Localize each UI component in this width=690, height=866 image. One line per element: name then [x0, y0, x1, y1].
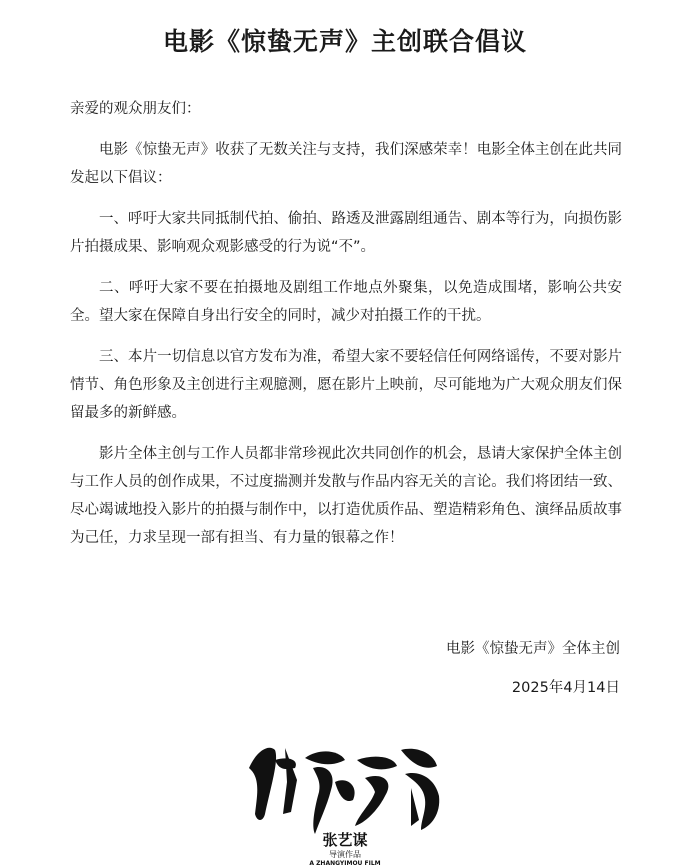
film-logo — [235, 730, 455, 866]
paragraph-intro: 电影《惊蛰无声》收获了无数关注与支持，我们深感荣幸！电影全体主创在此共同发起以下倡议： — [70, 142, 622, 186]
signature: 电影《惊蛰无声》全体主创 — [446, 641, 620, 657]
calligraphy-brush-strokes — [249, 748, 439, 834]
paragraph-item-3: 三、本片一切信息以官方发布为准，希望大家不要轻信任何网络谣传，不要对影片情节、角色形象及主创进行主观臆测，愿在影片上映前，尽可能地为广大观众朋友们保留最多的新鲜感。 — [70, 349, 622, 421]
document-title: 电影《惊蛰无声》主创联合倡议 — [162, 27, 527, 56]
paragraph-item-1: 一、呼吁大家共同抵制代拍、偷拍、路透及泄露剧组通告、剧本等行为，向损伤影片拍摄成果、影响观众观影感受的行为说“不”。 — [70, 211, 622, 255]
document-body — [70, 95, 622, 565]
date: 2025年4月14日 — [511, 680, 620, 696]
paragraph-closing: 影片全体主创与工作人员都非常珍视此次共同创作的机会，恳请大家保护全体主创与工作人员的创作成果，不过度揣测并发散与作品内容无关的言论。我们将团结一致、尽心竭诚地投入影片的拍摄与制作中，以打造优质作品、塑造精彩角色、演绎品质故事为己任，力求呈现一部有担当、有力量的银幕之作！ — [70, 446, 622, 546]
director-caption: 导演作品 — [329, 850, 361, 859]
english-caption: A ZHANGYIMOU FILM — [309, 860, 381, 866]
director-name: 张艺谋 — [322, 831, 368, 849]
film-logo-art — [235, 730, 455, 866]
paragraph-item-2: 二、呼吁大家不要在拍摄地及剧组工作地点外聚集，以免造成围堵，影响公共安全。望大家在保障自身出行安全的同时，减少对拍摄工作的干扰。 — [70, 280, 622, 324]
salutation: 亲爱的观众朋友们： — [70, 101, 201, 117]
